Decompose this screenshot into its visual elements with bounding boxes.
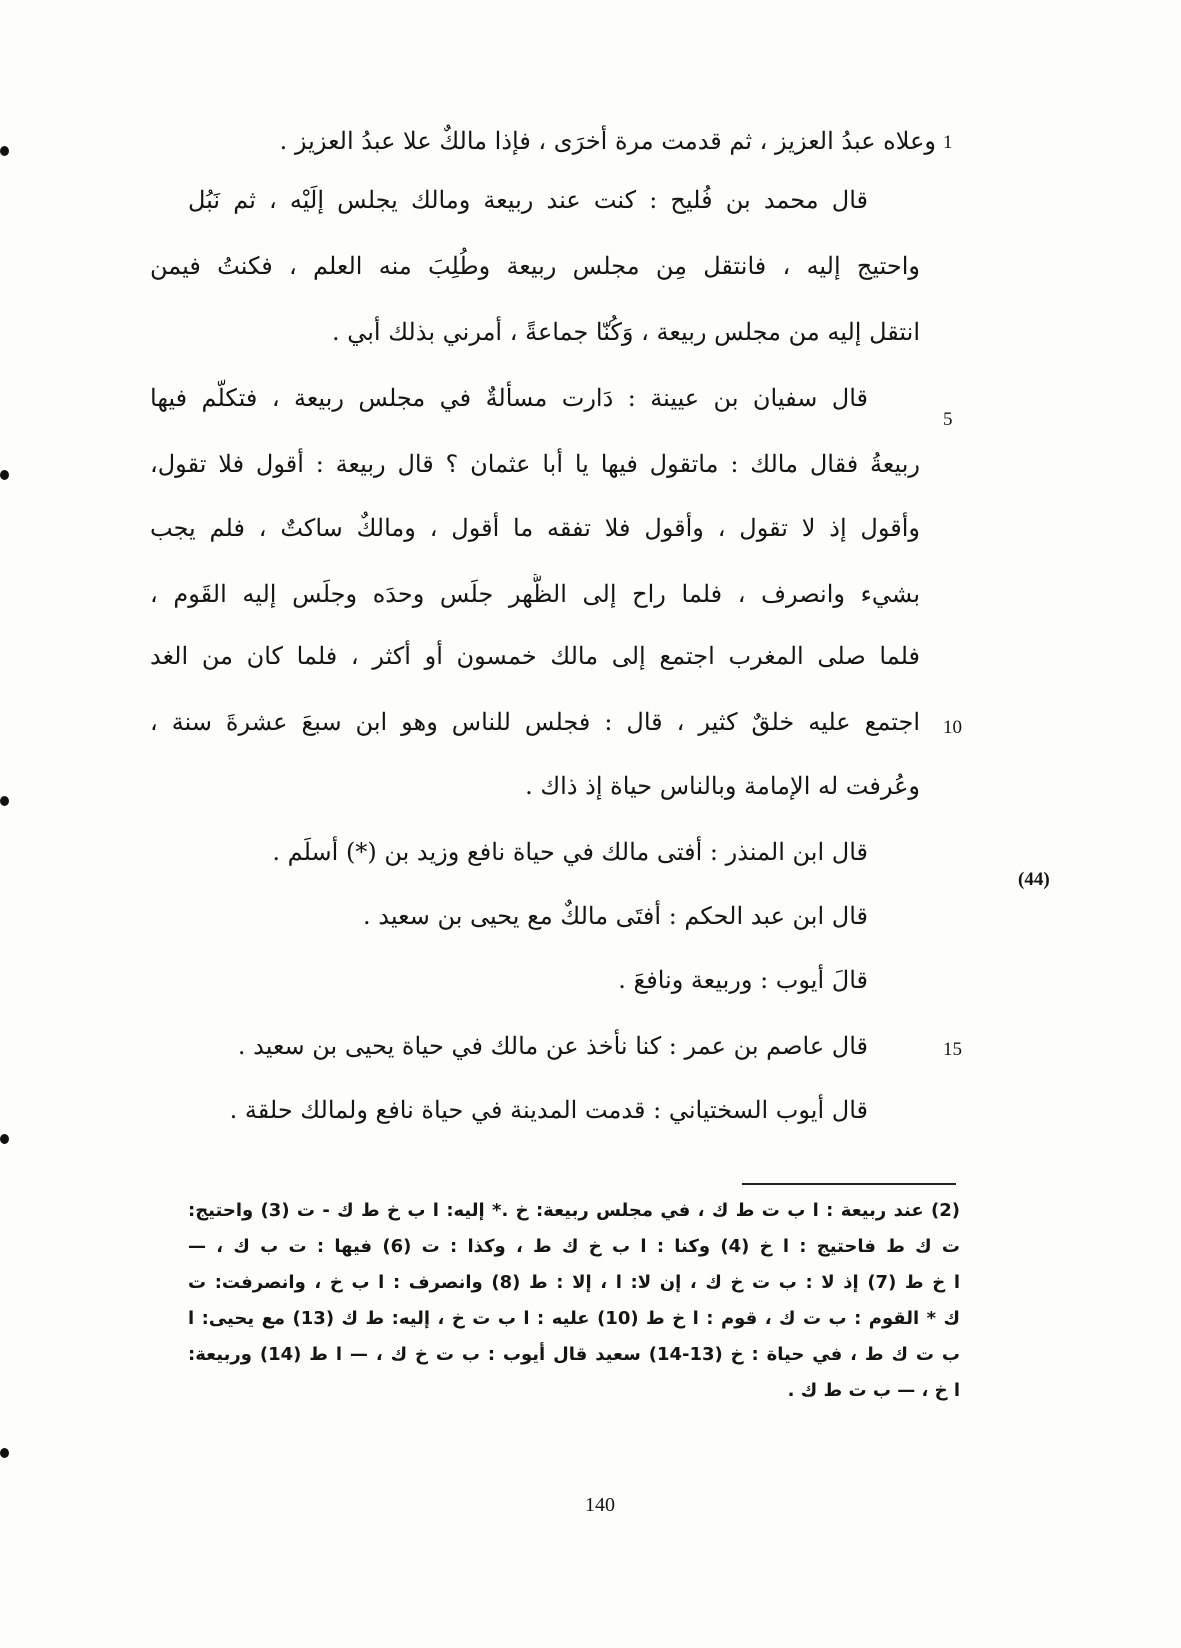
line-number-1: 1	[943, 132, 953, 153]
body-line-4: انتقل إليه من مجلس ربيعة ، وَكُنّا جماعةً ، أمرني بذلك أبي .	[331, 318, 920, 346]
scan-edge-mark	[0, 470, 9, 480]
body-line-1: وعلاه عبدُ العزيز ، ثم قدمت مرة أخرَى ، فإذا مالكٌ علا عبدُ العزيز .	[279, 127, 936, 155]
body-line-16: قال أيوب السختياني : قدمت المدينة في حياة نافع ولمالك حلقة .	[229, 1096, 868, 1124]
body-line-11: وعُرفت له الإمامة وبالناس حياة إذ ذاك .	[525, 772, 920, 800]
footnote-line-3: ا خ ط (7) إذ لا : ب ت خ ك ، إن لا: ا ، إلا : ط (8) وانصرف : ا ب خ ، وانصرفت: ت	[188, 1272, 960, 1293]
body-line-9: فلما صلى المغرب اجتمع إلى مالك خمسون أو أكثر ، فلما كان من الغد	[150, 642, 920, 670]
footnote-line-1: (2) عند ربيعة : ا ب ت ط ك ، في مجلس ربيعة: خ .* إليه: ا ب خ ط ك - ت (3) واحتيج:	[188, 1200, 960, 1221]
footnote-divider	[742, 1183, 956, 1185]
body-line-6: ربيعةُ فقال مالك : ماتقول فيها يا أبا عثمان ؟ قال ربيعة : أقول فلا تقول،	[150, 450, 920, 478]
body-line-7: وأقول إذ لا تقول ، وأقول فلا تفقه ما أقول ، ومالكٌ ساكتٌ ، فلم يجب	[150, 514, 920, 542]
body-line-2: قال محمد بن فُليح : كنت عند ربيعة ومالك يجلس إلَيْه ، ثم نَبُل	[188, 186, 868, 214]
body-line-10: اجتمع عليه خلقٌ كثير ، قال : فجلس للناس وهو ابن سبعَ عشرةَ سنة ،	[150, 708, 920, 736]
footnote-line-2: ت ك ط فاحتيج : ا خ (4) وكنا : ا ب خ ك ط ، وكذا : ت (6) فيها : ت ب ك ، —	[188, 1236, 960, 1257]
body-line-8: بشيء وانصرف ، فلما راح إلى الظُّهر جلَس وحدَه وجلَس إليه القَوم ،	[150, 580, 920, 608]
line-number-5: 5	[943, 409, 953, 430]
footnote-line-5: ب ت ك ط ، في حياة : خ (13-14) سعيد قال أيوب : ب ت خ ك ، — ا ط (14) وربيعة:	[188, 1344, 960, 1365]
line-number-15: 15	[943, 1039, 962, 1060]
line-number-10: 10	[943, 717, 962, 738]
body-line-3: واحتيج إليه ، فانتقل مِن مجلس ربيعة وطُلِبَ منه العلم ، فكنتُ فيمن	[150, 252, 920, 280]
side-reference: (44)	[1018, 869, 1050, 890]
body-line-15: قال عاصم بن عمر : كنا نأخذ عن مالك في حياة يحيى بن سعيد .	[237, 1032, 868, 1060]
scan-edge-mark	[0, 1134, 9, 1144]
body-line-14: قالَ أيوب : وربيعة ونافعَ .	[618, 966, 868, 994]
body-line-13: قال ابن عبد الحكم : أفتَى مالكٌ مع يحيى بن سعيد .	[363, 902, 868, 930]
scan-edge-mark	[0, 1448, 9, 1458]
page-number: 140	[585, 1494, 615, 1516]
body-line-5: قال سفيان بن عيينة : دَارت مسألةٌ في مجلس ربيعة ، فتكلّم فيها	[150, 384, 868, 412]
footnote-line-6: ا خ ، — ب ت ط ك .	[787, 1380, 960, 1401]
body-line-12: قال ابن المنذر : أفتى مالك في حياة نافع وزيد بن (*) أسلَم .	[272, 838, 868, 866]
scan-edge-mark	[0, 796, 9, 806]
footnote-line-4: ك * القوم : ب ت ك ، قوم : ا خ ط (10) عليه : ا ب ت خ ، إليه: ط ك (13) مع يحيى: ا	[188, 1308, 960, 1329]
scan-edge-mark	[0, 146, 9, 156]
